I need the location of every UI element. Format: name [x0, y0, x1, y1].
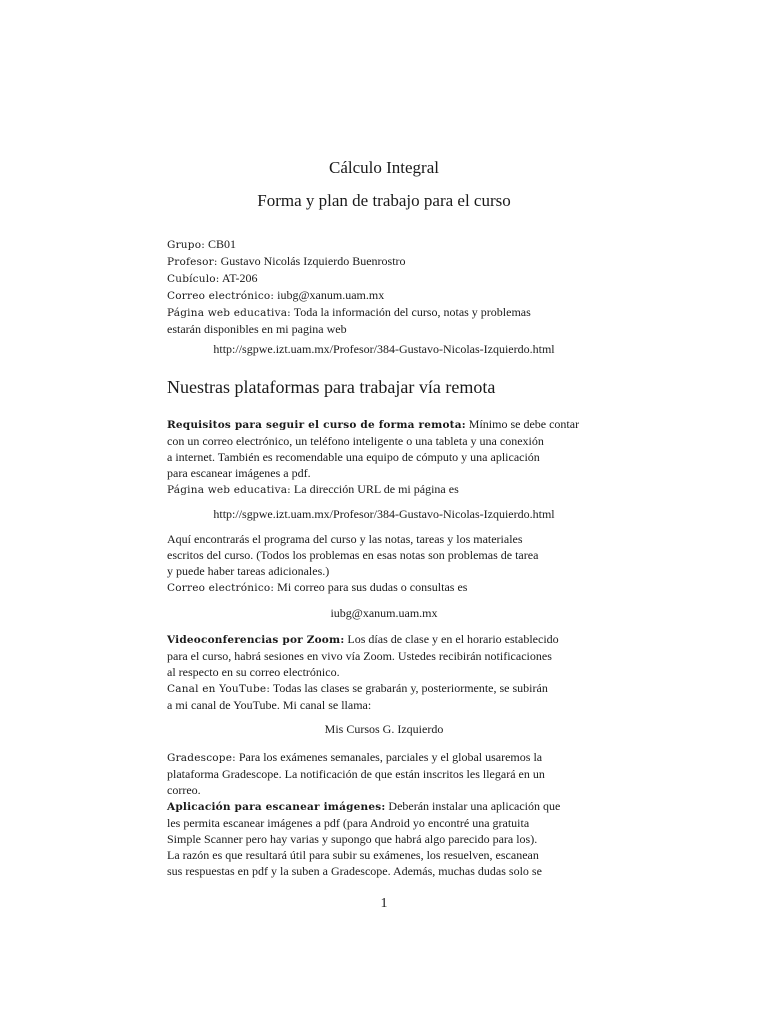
pagina-line [167, 304, 600, 321]
requirements-block [167, 416, 600, 498]
grade-line-2: plataforma Gradescope. La notificación de que están inscritos les llegará en un [167, 767, 545, 781]
gradescope-block [167, 749, 600, 879]
grupo-line [167, 236, 600, 253]
app-text-1: Deberán instalar una aplicación que [388, 799, 561, 813]
cubiculo-label: Cubículo: [167, 273, 220, 285]
youtube-channel-name: Mis Cursos G. Izquierdo [324, 722, 444, 736]
app-line-2: les permita escanear imágenes a pdf (para Android yo encontré una gratuita [167, 816, 530, 830]
grupo-value: CB01 [207, 237, 236, 251]
section-heading: Nuestras plataformas para trabajar vía remota [167, 377, 496, 397]
aqui-block [167, 531, 600, 596]
mail-label: Correo electrónico: [167, 582, 275, 594]
yt-text-1: Todas las clases se grabarán y, posteriormente, se subirán [272, 681, 548, 695]
aqui-line-3: y puede haber tareas adicionales.) [167, 564, 330, 578]
aqui-line-2: escritos del curso. (Todos los problemas en esas notas son problemas de tarea [167, 548, 539, 562]
profesor-value: Gustavo Nicolás Izquierdo Buenrostro [220, 254, 406, 268]
grade-label: Gradescope: [167, 752, 236, 764]
yt-label: Canal en YouTube: [167, 683, 271, 695]
web-label: Página web educativa: [167, 484, 291, 496]
zoom-block [167, 631, 600, 713]
req-line-2: con un correo electrónico, un teléfono inteligente o una tableta y una conexión [167, 434, 544, 448]
app-line-5: sus respuestas en pdf y la suben a Gradescope. Además, muchas dudas solo se [167, 864, 542, 878]
yt-line-2: a mi canal de YouTube. Mi canal se llama: [167, 698, 372, 712]
web-text: La dirección URL de mi página es [293, 482, 459, 496]
page-number: 1 [380, 896, 388, 911]
correo-value: iubg@xanum.uam.mx [277, 288, 385, 302]
grupo-label: Grupo: [167, 239, 205, 251]
course-info [167, 236, 600, 337]
document-subtitle: Forma y plan de trabajo para el curso [257, 191, 511, 210]
grade-line-3: correo. [167, 783, 201, 797]
req-label: Requisitos para seguir el curso de forma remota: [167, 419, 466, 431]
req-line-1 [167, 416, 600, 433]
zoom-line-3: al respecto en su correo electrónico. [167, 665, 340, 679]
mail-text: Mi correo para sus dudas o consultas es [277, 580, 468, 594]
zoom-line-1 [167, 631, 600, 648]
correo-line [167, 287, 600, 304]
app-label: Aplicación para escanear imágenes: [167, 801, 386, 813]
req-text-1: Mínimo se debe contar [468, 417, 580, 431]
document-title: Cálculo Integral [329, 158, 439, 177]
profesor-line [167, 253, 600, 270]
correo-label: Correo electrónico: [167, 290, 275, 302]
url-link-2[interactable]: http://sgpwe.izt.uam.mx/Profesor/384-Gustavo-Nicolas-Izquierdo.html [213, 507, 555, 521]
cubiculo-line [167, 270, 600, 287]
req-line-3: a internet. También es recomendable una equipo de cómputo y una aplicación [167, 450, 540, 464]
grade-line-1 [167, 749, 600, 766]
zoom-label: Videoconferencias por Zoom: [167, 634, 345, 646]
url-link-1[interactable]: http://sgpwe.izt.uam.mx/Profesor/384-Gustavo-Nicolas-Izquierdo.html [213, 342, 555, 356]
pagina-line-2: estarán disponibles en mi pagina web [167, 322, 347, 336]
email-address[interactable]: iubg@xanum.uam.mx [330, 606, 438, 620]
app-line-1 [167, 798, 600, 815]
grade-text-1: Para los exámenes semanales, parciales y el global usaremos la [238, 750, 543, 764]
zoom-line-2: para el curso, habrá sesiones en vivo vía Zoom. Ustedes recibirán notificaciones [167, 649, 552, 663]
profesor-label: Profesor: [167, 256, 218, 268]
pagina-value-1: Toda la información del curso, notas y problemas [293, 305, 531, 319]
web-line [167, 481, 600, 498]
aqui-line-1: Aquí encontrarás el programa del curso y las notas, tareas y los materiales [167, 532, 523, 546]
cubiculo-value: AT-206 [221, 271, 258, 285]
zoom-text-1: Los días de clase y en el horario establecido [347, 632, 559, 646]
app-line-3: Simple Scanner pero hay varias y supongo que habrá algo parecido para los). [167, 832, 538, 846]
req-line-4: para escanear imágenes a pdf. [167, 466, 311, 480]
mail-line [167, 579, 600, 596]
app-line-4: La razón es que resultará útil para subir su exámenes, los resuelven, escanean [167, 848, 539, 862]
pagina-label: Página web educativa: [167, 307, 291, 319]
yt-line-1 [167, 680, 600, 697]
